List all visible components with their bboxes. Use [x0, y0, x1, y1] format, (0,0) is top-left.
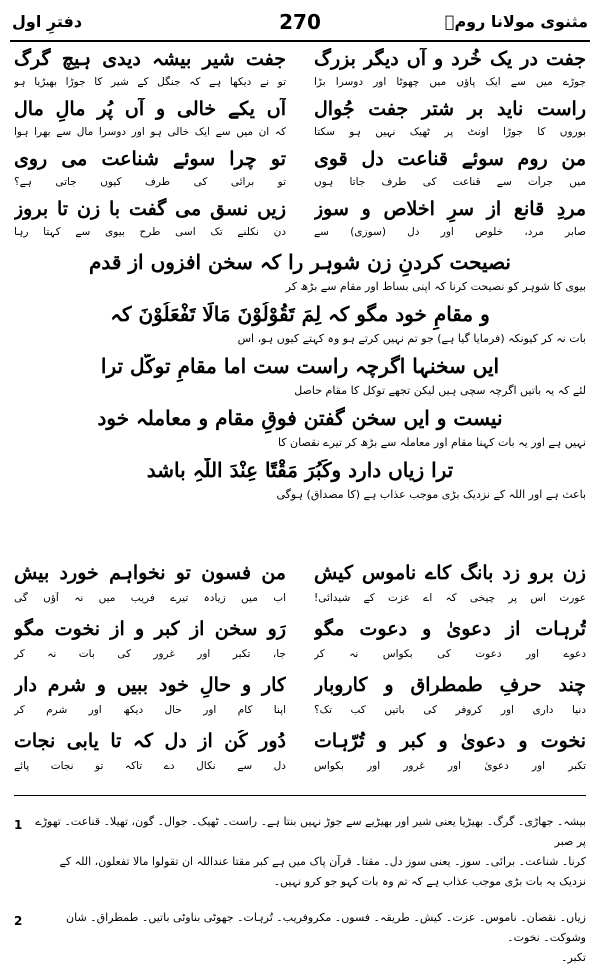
prose-verse: و مقامِ خود مگو کہ لِمَ تَقُوْلُوْنَ مَالَا تَفْعَلُوْنَ کہ — [110, 302, 490, 326]
verse: رَو سخن از کبر و از نخوت مگو — [14, 618, 286, 640]
footnote-1 — [26, 812, 586, 892]
verse: جفت شیر بیشہ دیدی ہیچ گرگ — [14, 48, 286, 70]
verse: مردِ قانع از سرِ اخلاص و سوز — [314, 198, 586, 220]
verse-gloss: جا، تکبر اور غرور کی بات نہ کر — [14, 648, 286, 660]
verse-gloss: اب میں زیادہ تیرے فریب میں نہ آؤں گی — [14, 592, 286, 604]
top-right-verse-column — [314, 48, 586, 248]
verse-gloss: دنیا داری اور کروفر کی باتیں کب تک؟ — [314, 704, 586, 716]
verse: کار و حالِ خود ببیں و شرم دار — [14, 674, 286, 696]
footnote-line: تکبر۔ — [561, 951, 586, 964]
prose-gloss: لئے کہ یہ باتیں اگرچہ سچی ہیں لیکن تجھے توکل کا مقام حاصل — [294, 384, 586, 397]
footnote-divider — [14, 795, 586, 796]
verse: جفت در یک خُرد و آں دیگر بزرگ — [314, 48, 586, 70]
bottom-left-verse-column — [14, 562, 286, 786]
verse: تُرہات از دعویٰ و دعوت مگو — [314, 618, 586, 640]
bottom-right-verse-column — [314, 562, 586, 786]
footnote-line: کرنا۔ شناعت۔ برائی۔ سوز۔ یعنی سوز دل۔ مقتا۔ قرآن پاک میں ہے کبر مقتا عنداللہ ان تقولوا مالا تفعلون، اللہ کے — [59, 855, 586, 868]
verse-gloss: دن نکلنے تک اسی طرح بیوی سے کہتا رہا — [14, 226, 286, 238]
verse-gloss: میں جرأت سے قناعت کی طرف جاتا ہوں — [314, 176, 586, 188]
verse-gloss: تو برائی کی طرف کیوں جاتی ہے؟ — [14, 176, 286, 188]
verse: دُور کُن از دل کہ تا یابی نجات — [14, 730, 286, 752]
verse-gloss: عورت اس پر چیخی کہ اے عزت کے شیدائی! — [314, 592, 586, 604]
footnote-number: 2 — [14, 914, 23, 928]
verse: نخوت و دعویٰ و کبر و تُرّہات — [314, 730, 586, 752]
prose-gloss: بات نہ کر کیونکہ (فرمایا گیا ہے) جو تم نہیں کرتے ہو وہ کہتے کیوں ہو، اس — [237, 332, 586, 345]
verse-gloss: دعوے اور دعوت کی بکواس نہ کر — [314, 648, 586, 660]
verse-gloss: کہ ان میں سے ایک خالی ہو اور دوسرا مال سے بھرا ہوا — [14, 126, 286, 138]
verse-gloss: جوڑے میں سے ایک پاؤں میں چھوٹا اور دوسرا بڑا — [314, 76, 586, 88]
verse-gloss: اپنا کام اور حال دیکھ اور شرم کر — [14, 704, 286, 716]
footnote-2 — [26, 908, 586, 968]
section-heading: نصیحت کردنِ زن شوہر را کہ سخن افزوں از قدم — [88, 250, 511, 274]
page-number: 270 — [279, 10, 321, 34]
footnote-line: بیشہ۔ جھاڑی۔ گرگ۔ بھیڑیا یعنی شیر اور بھیڑیے سے جوڑ نہیں بنتا ہے۔ راست۔ ٹھیک۔ جوال۔ گون، تھیلا۔ قناعت۔ تھوڑے پر صبر — [35, 815, 586, 848]
page-header — [12, 8, 588, 38]
verse: زن برو زد بانگ کاے ناموس کیش — [314, 562, 586, 584]
verse-gloss: دل سے نکال دے تاکہ تو نجات پائے — [14, 760, 286, 772]
footnote-number: 1 — [14, 818, 23, 832]
footnote-line: نزدیک یہ بات بڑی موجب عذاب ہے کہ تم وہ بات کہو جو کرو نہیں۔ — [273, 875, 586, 888]
header-divider — [10, 40, 590, 42]
top-left-verse-column — [14, 48, 286, 248]
prose-gloss: بیوی کا شوہر کو نصیحت کرنا کہ اپنی بساط اور مقام سے بڑھ کر — [285, 280, 586, 293]
prose-verse: ایں سخنہا اگرچہ راست ست اما مقامِ توکّل ترا — [100, 354, 500, 378]
verse-gloss: صابر مرد، خلوص اور دل (سوزی) سے — [314, 226, 586, 238]
verse: من فسون تو نخواہم خورد بیش — [14, 562, 286, 584]
book-part-label: دفترِ اول — [12, 12, 83, 31]
prose-gloss: باعث ہے اور اللہ کے نزدیک بڑی موجب عذاب ہے (کا مصداق) ہوگی — [276, 488, 586, 501]
verse-gloss: تکبر اور دعویٰ اور غرور اور بکواس — [314, 760, 586, 772]
footnote-line: زیاں۔ نقصان۔ ناموس۔ عزت۔ کیش۔ طریقہ۔ فسوں۔ مکروفریب۔ تُرہات۔ جھوٹی بناوٹی باتیں۔ طمطراق۔ شان وشوکت۔ نخوت۔ — [66, 911, 586, 944]
verse-gloss: بوروں کا جوڑا اونٹ پر ٹھیک نہیں ہو سکتا — [314, 126, 586, 138]
verse: تو چرا سوئے شناعت می روی — [14, 148, 286, 170]
book-title: مثنوی مولانا رومؒ — [444, 12, 588, 31]
verse: من روم سوئے قناعت دل قوی — [314, 148, 586, 170]
verse: آں یکے خالی و آں پُر مالِ مال — [14, 98, 286, 120]
prose-gloss: نہیں ہے اور یہ بات کہنا مقام اور معاملہ سے بڑھ کر تیرے نقصان کا — [277, 436, 586, 449]
middle-prose-section — [14, 250, 586, 510]
verse: چند حرفِ طمطراق و کاروبار — [314, 674, 586, 696]
verse: راست ناید بر شتر جفت جُوال — [314, 98, 586, 120]
verse-gloss: تو نے دیکھا ہے کہ جنگل کے شیر کا جوڑا بھیڑیا ہو — [14, 76, 286, 88]
verse: زیں نسق می گفت با زن تا بروز — [14, 198, 286, 220]
prose-verse: ترا زیاں دارد وکَبُرَ مَقْتًا عِنْدَ اللّٰہِ باشد — [146, 458, 454, 482]
prose-verse: نیست و ایں سخن گفتن فوقِ مقام و معاملہ خود — [97, 406, 503, 430]
